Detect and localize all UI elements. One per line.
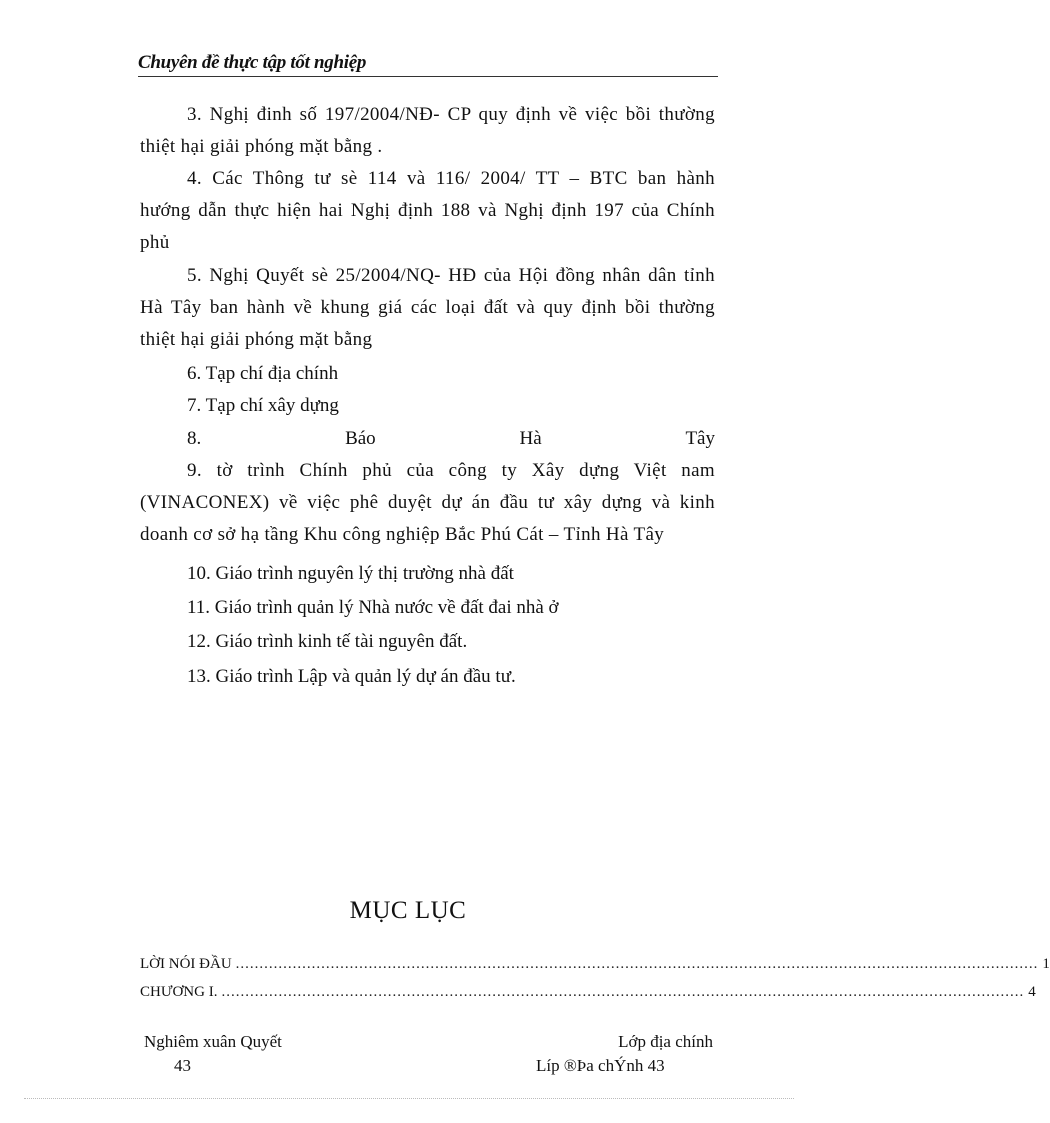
reference-line: 4. Các Thông tư sè 114 và 116/ 2004/ TT – BTC ban hành [187,168,715,189]
footer-author: Nghiêm xuân Quyết [144,1032,282,1051]
toc-row-page: 1 [1042,956,1050,972]
reference-item-5 [140,260,715,356]
reference-item-6: 6. Tạp chí địa chính [187,363,339,384]
footer-author-number: 43 [174,1056,191,1075]
reference-line: thiệt hại giải phóng mặt bằng . [140,136,383,157]
toc-row[interactable] [140,956,1050,980]
reference-line: doanh cơ sở hạ tầng Khu công nghiệp Bắc Phú Cát – Tỉnh Hà Tây [140,524,665,545]
reference-line: 9. tờ trình Chính phủ của công ty Xây dựng Việt nam [187,460,715,481]
reference-line: Hà Tây ban hành về khung giá các loại đất và quy định bồi thường [140,297,715,318]
toc-row[interactable] [140,984,1036,1008]
reference-line: 5. Nghị Quyết sè 25/2004/NQ- HĐ của Hội đồng nhân dân tỉnh [187,265,715,286]
toc-leader-dots: ......................................................................................................................................................................... [235,956,1039,972]
toc-leader-dots: ......................................................................................................................................................................... [221,984,1025,1000]
reference-item-11: 11. Giáo trình quản lý Nhà nước về đất đai nhà ở [187,597,559,618]
reference-item-4 [140,163,715,259]
header-rule [138,76,718,77]
reference-item-13: 13. Giáo trình Lập và quản lý dự án đầu tư. [187,666,516,687]
footer-author-block [144,1030,282,1078]
footer-class-name: Lớp địa chính [618,1032,713,1051]
reference-item-3 [140,99,715,163]
running-header: Chuyên đề thực tập tốt nghiệp [138,52,367,73]
reference-item-7: 7. Tạp chí xây dựng [187,395,339,416]
footer-class-code: Líp ®Þa chÝnh 43 [536,1056,665,1075]
reference-line: phủ [140,232,170,253]
toc-row-label[interactable]: LỜI NÓI ĐẦU [140,956,232,972]
toc-title: MỤC LỤC [349,897,467,924]
reference-line: (VINACONEX) về việc phê duyệt dự án đầu tư xây dựng và kinh [140,492,715,513]
reference-line: hướng dẫn thực hiện hai Nghị định 188 và Nghị định 197 của Chính [140,200,715,221]
reference-item-8 [187,423,715,455]
reference-word: Báo [345,428,376,449]
reference-item-10: 10. Giáo trình nguyên lý thị trường nhà đất [187,563,514,584]
toc-row-page: 4 [1028,984,1036,1000]
reference-item-12: 12. Giáo trình kinh tế tài nguyên đất. [187,631,468,652]
toc-row-label[interactable]: CHƯƠNG I. [140,984,218,1000]
reference-word: Tây [685,428,715,449]
reference-word: Hà [519,428,542,449]
reference-word: 8. [187,428,202,449]
reference-item-9 [140,455,715,551]
reference-line: 3. Nghị đinh số 197/2004/NĐ- CP quy định về việc bồi thường [187,104,715,125]
footer-class-block [536,1030,713,1078]
page-bottom-rule [24,1098,794,1099]
reference-line: thiệt hại giải phóng mặt bằng [140,329,373,350]
